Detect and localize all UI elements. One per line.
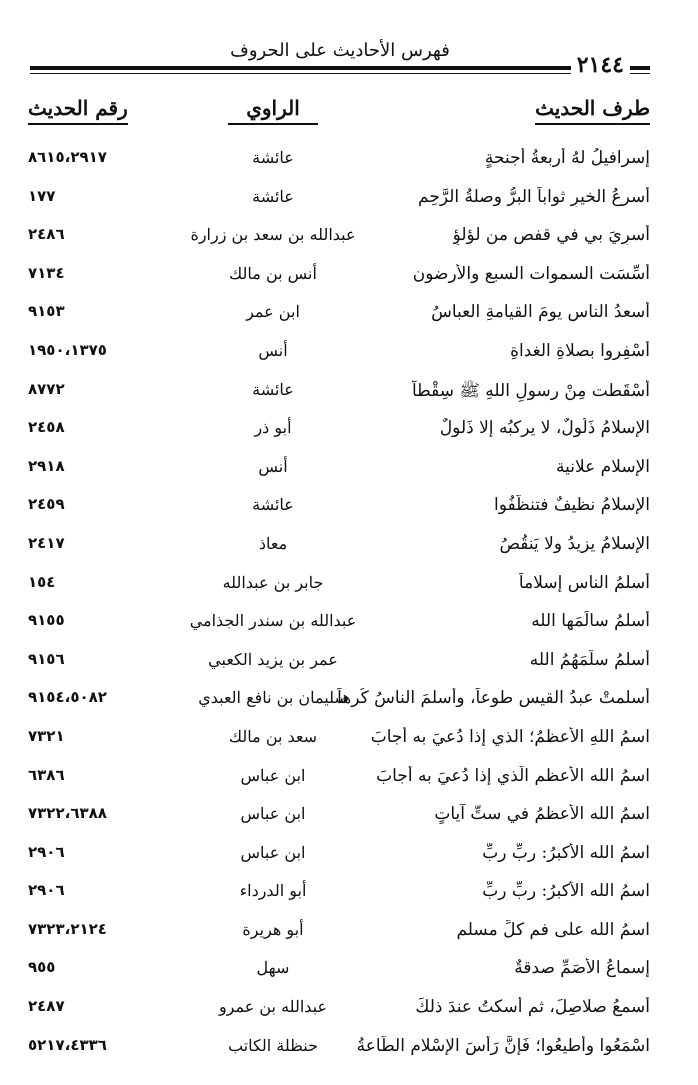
narrator: عبدالله بن سعد بن زرارة [190,225,356,245]
narrator: عائشة [252,495,294,515]
narrator: ابن عباس [240,842,306,862]
hadith-text: أسعدُ الناسِ يومَ القيامةِ العباسُ [431,302,650,323]
table-row [28,682,650,721]
narrator: عائشة [252,186,294,206]
narrator: عبدالله بن سندر الجذامي [189,611,357,631]
hadith-text: أَسْقَطت مِنْ رسولِ اللهِ ﷺ سِقْطاً [411,380,650,401]
hadith-number: ٢٤٨٦ [28,225,65,244]
table-row [28,567,650,606]
hadith-text: أسرعُ الخيرِ ثواباً البرُّ وصلةُ الرَّحِمِ [418,186,650,207]
table-row [28,181,650,220]
hadith-number: ٩١٥٤،٥٠٨٢ [28,688,107,707]
narrator: ابن عباس [240,804,306,824]
hadith-text: أسلمُ سلَّمَهُمُ الله [529,649,650,670]
hadith-text: اسمُ الله الأكبرُ: ربِّ ربِّ [482,881,650,902]
hadith-text: إسماعُ الأصَمِّ صدقةٌ [514,958,650,979]
narrator: معاذ [258,533,288,553]
narrator: سليمان بن نافع العبدي [198,688,348,708]
table-row [28,219,650,258]
narrator: ابن عباس [240,765,306,785]
narrator: حنظلة الكاتب [228,1035,318,1055]
narrator: ابن عمر [246,302,300,322]
hadith-number: ٢٩١٨ [28,456,65,475]
narrator: عبدالله بن عمرو [218,997,328,1017]
hadith-text: الإسلامُ يزيدُ ولا يَنقُصُ [499,533,650,554]
table-row [28,991,650,1030]
table-row [28,605,650,644]
column-header-narrator: الراوي [228,96,318,125]
narrator: عائشة [252,148,294,167]
table-row [28,875,650,914]
narrator: جابر بن عبدالله [222,572,324,592]
hadith-text: اسمُ الله على فمِ كلِّ مسلمٍ [456,919,650,940]
hadith-text: أَسْفِروا بصلاةِ الغداةِ [510,340,650,361]
hadith-number: ٢٤٥٩ [28,495,65,514]
hadith-number: ٨٦١٥،٢٩١٧ [28,148,107,166]
narrator: أبو ذر [254,418,292,438]
hadith-text: اسمُ اللهِ الأعظمُ؛ الذي إذا دُعيَ به أجابَ [370,726,650,747]
hadith-number: ٩١٥٣ [28,302,65,321]
hadith-number: ٢٤٨٧ [28,997,65,1016]
table-row [28,760,650,799]
table-row [28,412,650,451]
table-row [28,296,650,335]
hadith-number: ٢٩٠٦ [28,842,65,861]
page-header [30,40,650,80]
hadith-text: اسمُ الله الأكبرُ: ربِّ ربِّ [482,842,650,863]
hadith-text: الإسلامُ نظيفٌ فتنظَّفُوا [494,495,650,516]
hadith-number: ٢٤٥٨ [28,418,65,437]
hadith-number: ١٥٤ [28,572,56,591]
table-row [28,451,650,490]
narrator: عمر بن يزيد الكعبي [208,649,338,669]
page-number: ٢١٤٤ [571,52,630,78]
hadith-number: ٧٣٢٣،٢١٢٤ [28,919,107,938]
table-row [28,528,650,567]
header-rule-thick [30,66,650,70]
hadith-number: ٧٣٢٢،٦٣٨٨ [28,804,107,823]
table-row [28,374,650,413]
table-row [28,837,650,876]
narrator: أبو هريرة [242,919,304,939]
table-row [28,142,650,181]
column-header-text: طرف الحديث [535,96,650,125]
column-headers [28,96,650,130]
hadith-text: أسلمتْ عبدُ القيسِ طوعاً، وأسلمَ الناسُ كُرهاً [337,688,650,709]
table-row [28,952,650,991]
narrator: أنس [258,456,288,476]
header-rule-thin [30,73,650,74]
running-title: فهرس الأحاديث على الحروف [230,40,450,61]
hadith-text: اسْمَعُوا وأَطيعُوا؛ فَإنَّ رَأْسَ الإسْلامِ الطَّاعةُ [356,1035,650,1056]
hadith-number: ٩١٥٥ [28,611,65,630]
hadith-index-table [28,142,650,1068]
hadith-number: ٩٥٥ [28,958,56,977]
hadith-number: ٧٣٢١ [28,726,65,745]
table-row [28,798,650,837]
hadith-text: أُسرِيَ بي في قفصٍ من لؤلؤٍ [452,225,650,246]
table-row [28,721,650,760]
hadith-number: ١٩٥٠،١٣٧٥ [28,340,107,359]
table-row [28,914,650,953]
hadith-number: ٢٤١٧ [28,533,65,552]
hadith-text: الإسلامُ ذَلُولٌ، لا يركبُه إلا ذَلولٌ [439,418,650,439]
hadith-text: اسمُ الله الأعظمُ في ستِّ آياتٍ [434,804,650,825]
hadith-text: إسرافيلُ لهُ أربعةُ أجنحةٍ [484,148,650,168]
table-row [28,644,650,683]
hadith-text: الإسلام علانية [556,456,650,477]
column-header-number: رقم الحديث [28,96,128,125]
narrator: أبو الدرداء [239,881,307,901]
hadith-number: ١٧٧ [28,186,56,205]
narrator: أنس بن مالك [229,263,317,283]
hadith-number: ٨٧٧٢ [28,379,65,398]
narrator: سهل [256,958,290,978]
hadith-number: ٥٢١٧،٤٣٣٦ [28,1035,107,1054]
table-row [28,1030,650,1069]
narrator: أنس [258,340,288,360]
hadith-number: ٧١٣٤ [28,263,65,282]
hadith-text: أسلمُ الناسِ إسلاماً [518,572,650,593]
hadith-text: أُسِّسَت السموات السبع والأرضون [412,263,650,284]
table-row [28,335,650,374]
hadith-text: أسلمُ سالَمَها الله [531,611,650,632]
narrator: سعد بن مالك [228,726,318,746]
hadith-text: أسمعُ صلاصِلَ، ثم أسكتُ عندَ ذلكَ [415,997,650,1018]
table-row [28,489,650,528]
hadith-text: اسمُ الله الأعظم الَّذي إذا دُعيَ به أجابَ [376,765,650,786]
table-row [28,258,650,297]
hadith-number: ٩١٥٦ [28,649,65,668]
hadith-number: ٢٩٠٦ [28,881,65,900]
narrator: عائشة [252,379,294,399]
hadith-number: ٦٣٨٦ [28,765,65,784]
